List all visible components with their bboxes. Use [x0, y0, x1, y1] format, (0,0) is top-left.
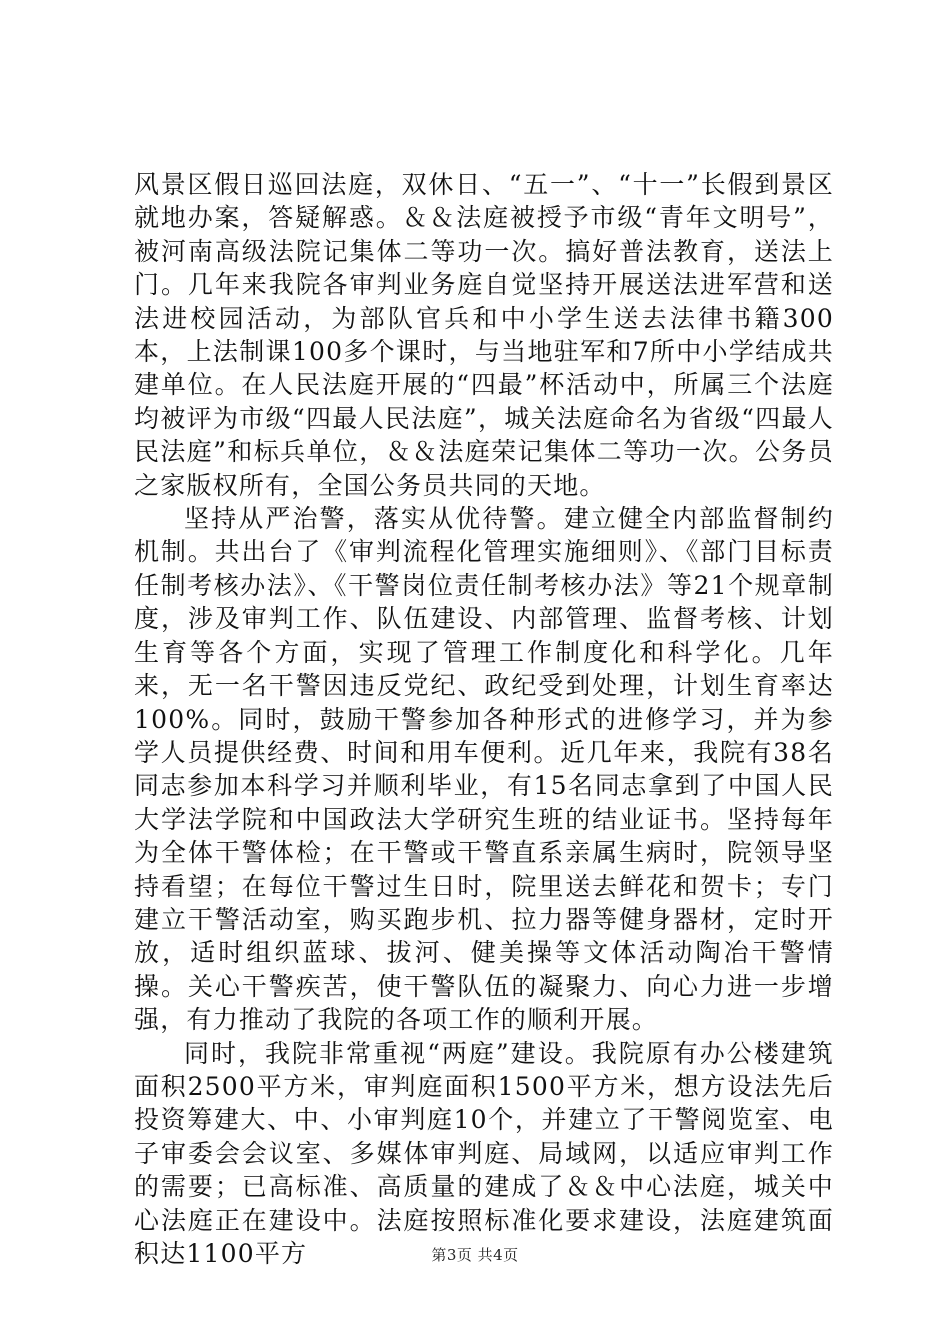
paragraph-court-construction: 同时，我院非常重视“两庭”建设。我院原有办公楼建筑面积2500平方米，审判庭面积1500平方米，想方设法先后投资筹建大、中、小审判庭10个，并建立了干警阅览室、电子审委会会议室、多媒体审判庭、局域网，以适应审判工作的需要；已高标准、高质量的建成了＆＆中心法庭，城关中心法庭正在建设中。法庭按照标准化要求建设，法庭建筑面积达1100平方	[134, 1038, 834, 1268]
page-number: 第3页 共4页	[431, 1246, 519, 1264]
page-footer	[0, 1244, 950, 1265]
document-body	[134, 168, 834, 1270]
paragraph-continuation: 风景区假日巡回法庭，双休日、“五一”、“十一”长假到景区就地办案，答疑解惑。＆＆法庭被授予市级“青年文明号”，被河南高级法院记集体二等功一次。搞好普法教育，送法上门。几年来我院各审判业务庭自觉坚持开展送法进军营和送法进校园活动，为部队官兵和中小学生送去法律书籍300本，上法制课100多个课时，与当地驻军和7所中小学结成共建单位。在人民法庭开展的“四最”杯活动中，所属三个法庭均被评为市级“四最人民法庭”，城关法庭命名为省级“四最人民法庭”和标兵单位，＆＆法庭荣记集体二等功一次。公务员之家版权所有，全国公务员共同的天地。	[134, 170, 834, 500]
paragraph-police-management: 坚持从严治警，落实从优待警。建立健全内部监督制约机制。共出台了《审判流程化管理实施细则》、《部门目标责任制考核办法》、《干警岗位责任制考核办法》等21个规章制度，涉及审判工作、队伍建设、内部管理、监督考核、计划生育等各个方面，实现了管理工作制度化和科学化。几年来，无一名干警因违反党纪、政纪受到处理，计划生育率达100%。同时，鼓励干警参加各种形式的进修学习，并为参学人员提供经费、时间和用车便利。近几年来，我院有38名同志参加本科学习并顺利毕业，有15名同志拿到了中国人民大学法学院和中国政法大学研究生班的结业证书。坚持每年为全体干警体检；在干警或干警直系亲属生病时，院领导坚持看望；在每位干警过生日时，院里送去鲜花和贺卡；专门建立干警活动室，购买跑步机、拉力器等健身器材，定时开放，适时组织蓝球、拔河、健美操等文体活动陶冶干警情操。关心干警疾苦，使干警队伍的凝聚力、向心力进一步增强，有力推动了我院的各项工作的顺利开展。	[134, 504, 834, 1035]
